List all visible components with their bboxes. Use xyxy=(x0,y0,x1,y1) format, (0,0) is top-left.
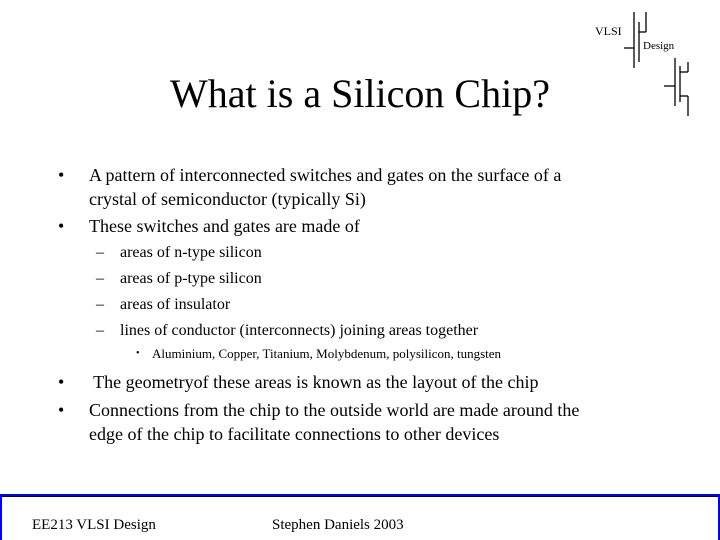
bullet-text-line: A pattern of interconnected switches and gates on the surface of a xyxy=(89,165,562,185)
bullet-text-line: These switches and gates are made of xyxy=(89,216,360,236)
bullet-text-line: The geometryof these areas is known as the layout of the chip xyxy=(89,372,539,392)
footer-course: EE213 VLSI Design xyxy=(32,517,156,533)
bullet-mark: • xyxy=(58,400,65,420)
bullet-text-line: edge of the chip to facilitate connections to other devices xyxy=(89,424,500,444)
bullet-text-line: Connections from the chip to the outside world are made around the xyxy=(89,400,580,420)
dash-mark: – xyxy=(96,244,104,261)
dash-mark: – xyxy=(96,270,104,287)
sub-item-text: areas of p-type silicon xyxy=(120,270,262,287)
footer-author: Stephen Daniels 2003 xyxy=(272,517,404,533)
footer-bar xyxy=(0,494,720,540)
bullet-text-line: crystal of semiconductor (typically Si) xyxy=(89,189,366,209)
sub-item-text: areas of n-type silicon xyxy=(120,244,262,261)
footer-panel xyxy=(2,496,718,540)
bullet-mark: • xyxy=(58,372,65,392)
sub-item-text: areas of insulator xyxy=(120,296,231,313)
logo-design-text: Design xyxy=(643,40,675,52)
sub-item-text: lines of conductor (interconnects) joining areas together xyxy=(120,322,479,339)
bullet-mark: • xyxy=(58,165,65,185)
bullet-mark: • xyxy=(136,348,140,359)
sub-sub-item-text: Aluminium, Copper, Titanium, Molybdenum, polysilicon, tungsten xyxy=(152,346,502,361)
logo-vlsi-text: VLSI xyxy=(595,24,622,38)
dash-mark: – xyxy=(96,296,104,313)
slide-title: What is a Silicon Chip? xyxy=(170,71,550,116)
dash-mark: – xyxy=(96,322,104,339)
bullet-mark: • xyxy=(58,216,65,236)
